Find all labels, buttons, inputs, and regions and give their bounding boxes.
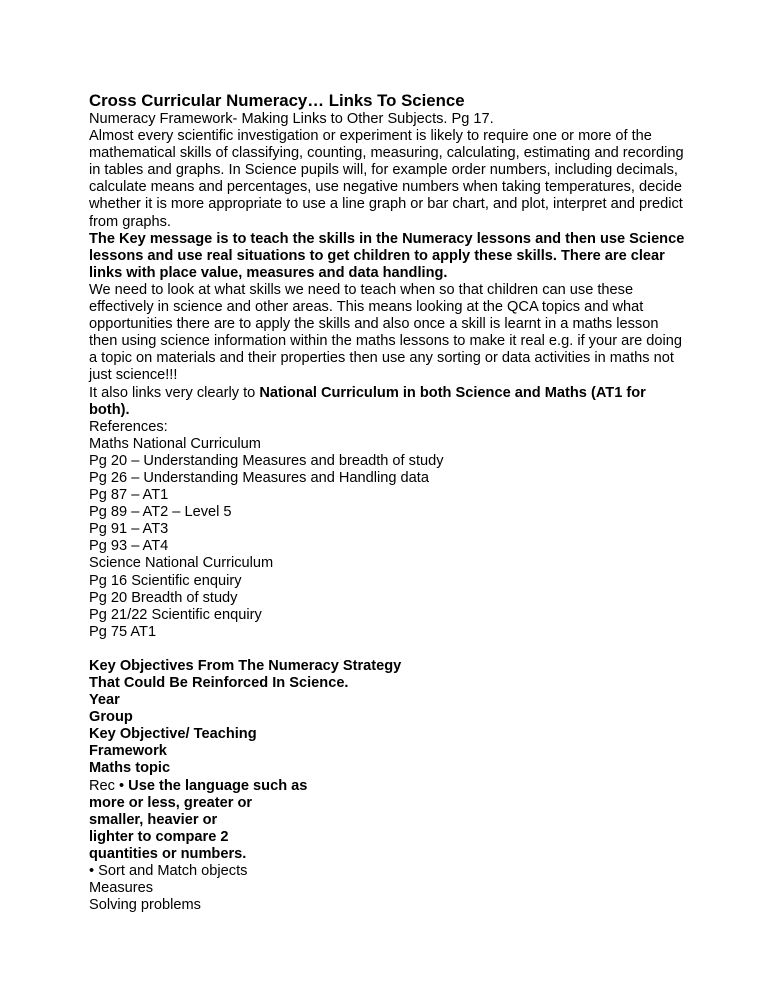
reference-line: Maths National Curriculum xyxy=(89,435,261,452)
reference-line: Pg 20 Breadth of study xyxy=(89,589,238,606)
national-curriculum-link xyxy=(89,385,689,419)
column-header-key-objective: Key Objective/ Teaching xyxy=(89,726,257,743)
column-header-year: Year xyxy=(89,692,120,709)
references-heading: References: xyxy=(89,418,168,435)
reference-line: Pg 21/22 Scientific enquiry xyxy=(89,606,262,623)
objectives-heading: That Could Be Reinforced In Science. xyxy=(89,675,349,691)
reference-line: Science National Curriculum xyxy=(89,555,274,572)
nc-link-bold: National Curriculum in both Science and Maths (AT1 for both). xyxy=(89,384,646,418)
maths-topic-measures: Measures xyxy=(89,880,154,897)
reference-line: Pg 20 – Understanding Measures and breadth of study xyxy=(89,452,444,469)
skills-paragraph: We need to look at what skills we need to teach when so that children can use these effectively in science and other areas. This means looking at the QCA topics and what opportunities there are to apply the skills and also once a skill is learnt in a maths lesson then using science information within the maths lessons to make it real e.g. if your are doing a topic on materials and their properties then use any sorting or data activities in maths not just science!!! xyxy=(89,281,682,384)
reception-objective xyxy=(89,778,689,795)
reference-line: Pg 93 – AT4 xyxy=(89,538,169,555)
reference-line: Pg 26 – Understanding Measures and Handling data xyxy=(89,469,429,486)
objectives-heading: Key Objectives From The Numeracy Strategy xyxy=(89,657,402,674)
column-header-group: Group xyxy=(89,709,133,726)
framework-reference: Numeracy Framework- Making Links to Other Subjects. Pg 17. xyxy=(89,111,494,127)
document-page xyxy=(89,91,689,914)
column-header-maths-topic: Maths topic xyxy=(89,760,171,777)
reference-line: Pg 75 AT1 xyxy=(89,623,157,640)
sort-match-objective: • Sort and Match objects xyxy=(89,863,248,880)
paragraph-gap xyxy=(89,641,689,658)
nc-link-prefix: It also links very clearly to xyxy=(89,384,260,401)
maths-topic-solving-problems: Solving problems xyxy=(89,897,201,914)
document-title: Cross Curricular Numeracy… Links To Science xyxy=(89,91,465,110)
reception-prefix: Rec • xyxy=(89,777,129,794)
reference-line: Pg 16 Scientific enquiry xyxy=(89,572,242,589)
reference-line: Pg 89 – AT2 – Level 5 xyxy=(89,504,232,521)
column-header-framework: Framework xyxy=(89,743,167,760)
reception-objective-text: Use the language such as xyxy=(128,777,308,794)
reception-objective-text: more or less, greater or xyxy=(89,794,253,811)
intro-paragraph: Almost every scientific investigation or experiment is likely to require one or more of the mathematical skills of classifying, counting, measuring, calculating, estimating and recording in tables and graphs. In Science pupils will, for example order numbers, including decimals, calculate means and percentages, use negative numbers when taking temperatures, decide whether it is more appropriate to use a line graph or bar chart, and plot, interpret and predict from graphs. xyxy=(89,128,684,230)
reference-line: Pg 91 – AT3 xyxy=(89,521,169,538)
key-message: The Key message is to teach the skills in the Numeracy lessons and then use Science lessons and use real situations to get children to apply these skills. There are clear links with place value, measures and data handling. xyxy=(89,230,685,281)
reference-line: Pg 87 – AT1 xyxy=(89,487,169,504)
reception-objective-text: quantities or numbers. xyxy=(89,845,247,862)
reception-objective-text: smaller, heavier or xyxy=(89,811,218,828)
reception-objective-text: lighter to compare 2 xyxy=(89,828,229,845)
